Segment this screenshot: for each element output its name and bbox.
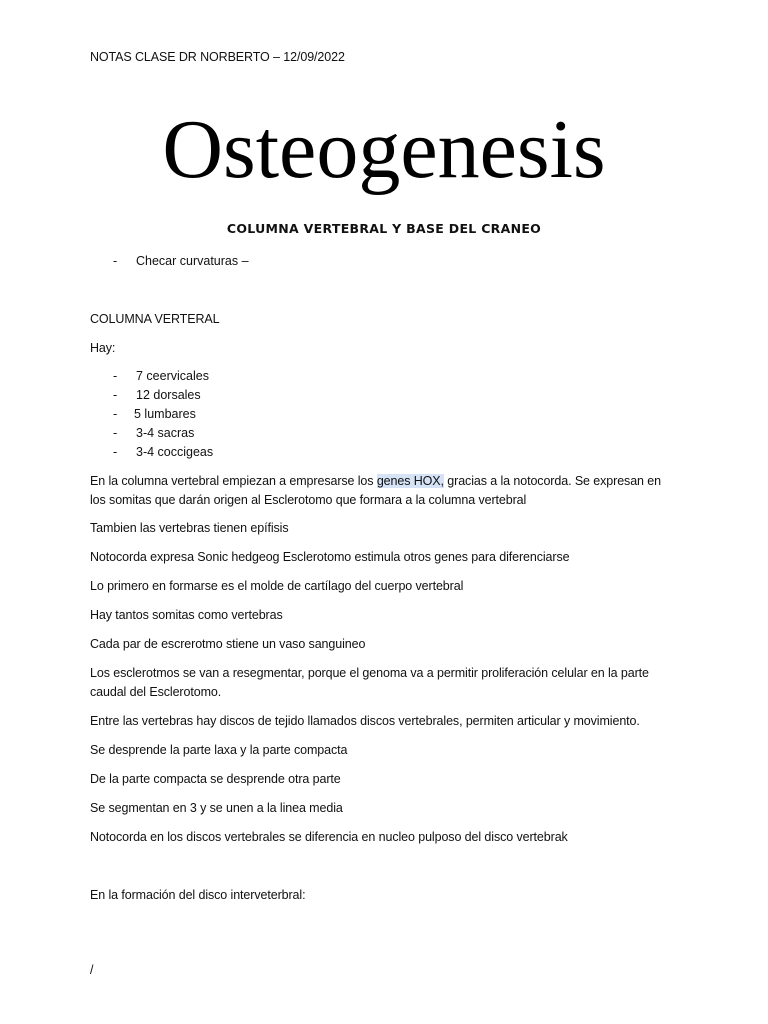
document-subtitle: COLUMNA VERTEBRAL Y BASE DEL CRANEO <box>226 221 542 236</box>
paragraph-line: Cada par de escrerotmo stiene un vaso sanguineo <box>90 637 366 651</box>
highlighted-text: genes HOX, <box>376 474 444 488</box>
list-item-marker: - <box>113 369 118 383</box>
paragraph-line: Entre las vertebras hay discos de tejido llamados discos vertebrales, permiten articular y movimiento. <box>90 714 640 728</box>
bullet-text: Checar curvaturas – <box>136 254 249 268</box>
hay-label: Hay: <box>90 341 116 355</box>
paragraph-line: Notocorda expresa Sonic hedgeog Esclerotomo estimula otros genes para diferenciarse <box>90 550 570 564</box>
list-item: 12 dorsales <box>136 388 201 402</box>
paragraph-line: De la parte compacta se desprende otra parte <box>90 772 341 786</box>
paragraph-text: caudal del Esclerotomo. <box>90 685 222 699</box>
list-item: 3-4 coccigeas <box>136 445 214 459</box>
list-item: 7 ceervicales <box>136 369 209 383</box>
paragraph-line: Notocorda en los discos vertebrales se diferencia en nucleo pulposo del disco vertebrak <box>90 830 568 844</box>
paragraph-line: Hay tantos somitas como vertebras <box>90 608 283 622</box>
paragraph-line: Se desprende la parte laxa y la parte compacta <box>90 743 348 757</box>
bullet-marker: - <box>113 254 118 268</box>
paragraph-resegment <box>90 664 649 702</box>
disc-heading: En la formación del disco interveterbral: <box>90 888 306 902</box>
paragraph-line: Se segmentan en 3 y se unen a la linea media <box>90 801 343 815</box>
list-item: 5 lumbares <box>134 407 196 421</box>
list-item-marker: - <box>113 407 118 421</box>
list-item: 3-4 sacras <box>136 426 195 440</box>
list-item-marker: - <box>113 388 118 402</box>
document-header: NOTAS CLASE DR NORBERTO – 12/09/2022 <box>90 50 345 64</box>
paragraph-text: los somitas que darán origen al Esclerotomo que formara a la columna vertebral <box>90 493 527 507</box>
list-item-marker: - <box>113 426 118 440</box>
section-heading: COLUMNA VERTERAL <box>90 312 220 326</box>
paragraph-hox <box>90 472 661 510</box>
footer-mark: / <box>90 963 94 977</box>
paragraph-text: En la columna vertebral empiezan a empresarse los <box>90 474 377 488</box>
list-item-marker: - <box>113 445 118 459</box>
document-title: Osteogenesis <box>162 103 606 196</box>
paragraph-line: Lo primero en formarse es el molde de cartílago del cuerpo vertebral <box>90 579 464 593</box>
paragraph-text: Los esclerotmos se van a resegmentar, porque el genoma va a permitir proliferación celular en la parte <box>90 666 649 680</box>
paragraph-text: gracias a la notocorda. Se expresan en <box>443 474 661 488</box>
paragraph-line: Tambien las vertebras tienen epífisis <box>90 521 289 535</box>
